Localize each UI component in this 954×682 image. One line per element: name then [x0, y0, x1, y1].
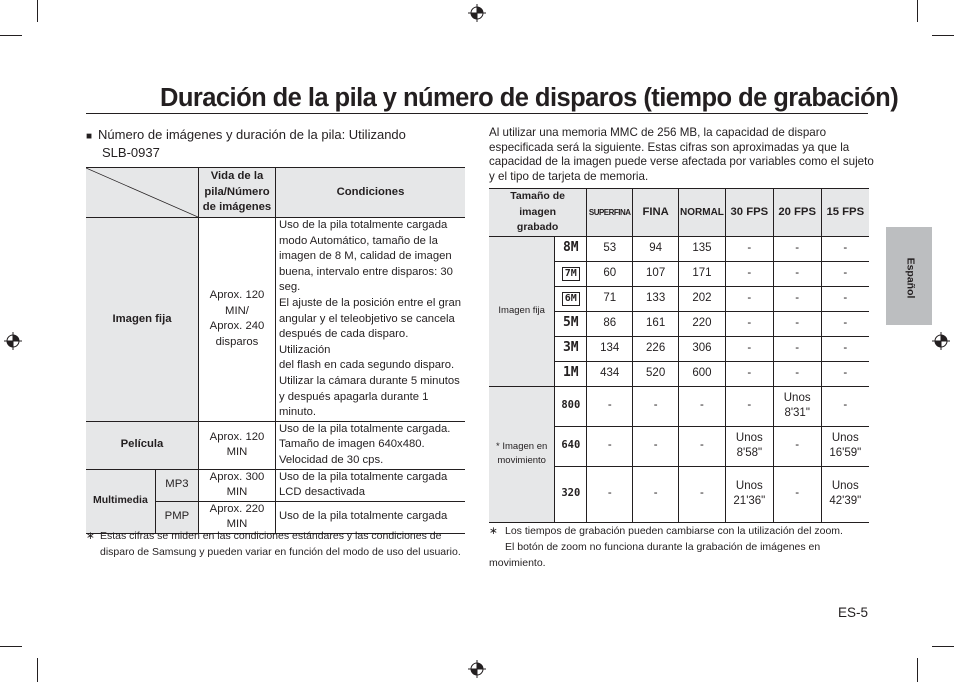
diagonal-line: [86, 168, 198, 217]
condition-line: Tamaño de imagen 640x480.: [278, 438, 425, 451]
size-icon-text: 7M: [562, 267, 580, 281]
asterisk-icon: ∗: [86, 530, 95, 542]
condition-line: buena, intervalo entre disparos: 30: [278, 265, 453, 278]
language-tab-label: Español: [904, 257, 917, 299]
size-8m-icon: [555, 236, 587, 261]
header-15fps: 15 FPS: [821, 189, 869, 237]
right-note: [489, 523, 874, 571]
condition-line: Uso de la pila totalmente cargada.: [278, 422, 451, 435]
header-text: pila/Número: [204, 185, 270, 198]
cell: -: [821, 311, 869, 336]
registration-mark-icon: [468, 4, 486, 22]
cell: -: [725, 386, 773, 426]
cell-line: 8'58": [736, 447, 763, 460]
crop-mark: [917, 658, 918, 682]
registration-mark-icon: [4, 332, 22, 350]
intro-text-2: SLB-0937: [102, 145, 160, 160]
cell: 94: [633, 236, 679, 261]
size-320-icon: [555, 466, 587, 522]
sub-label-pmp: PMP: [155, 501, 198, 533]
intro-line: especificada será la siguiente. Estas cifras son aproximadas ya que la: [489, 140, 850, 154]
size-800-icon: [555, 386, 587, 426]
header-text: Tamaño de imagen: [510, 190, 565, 218]
cell: -: [725, 361, 773, 386]
header-text: grabado: [516, 221, 559, 234]
value-line: disparos: [215, 335, 259, 348]
value-still: [199, 218, 276, 422]
cell: -: [773, 426, 821, 466]
condition-line: Uso de la pila totalmente cargada: [278, 470, 448, 483]
value-mp3: [199, 469, 276, 501]
size-icon-text: 3M: [562, 340, 579, 356]
label-line: * Imagen en: [496, 441, 548, 453]
asterisk-icon: ∗: [489, 525, 498, 537]
value-line: Aprox. 220: [209, 502, 265, 515]
cell: [725, 466, 773, 522]
title-rule: [86, 113, 868, 114]
size-icon-text: 8M: [562, 240, 579, 256]
cell: -: [821, 361, 869, 386]
crop-mark: [37, 658, 38, 682]
page-title: Duración de la pila y número de disparos (tiempo de grabación): [160, 84, 899, 112]
cell: 135: [679, 236, 726, 261]
cell: 520: [633, 361, 679, 386]
value-line: MIN/: [225, 304, 249, 317]
condition-line: LCD desactivada: [278, 486, 365, 499]
cell: 226: [633, 336, 679, 361]
conditions-still: [275, 218, 465, 422]
cell: [773, 386, 821, 426]
cell-line: 21'36": [733, 495, 766, 508]
cell: -: [633, 386, 679, 426]
conditions-movie: [275, 421, 465, 469]
note-line: disparo de Samsung y pueden variar en función del modo de uso del usuario.: [100, 546, 461, 558]
cell-line: 8'31": [784, 407, 810, 420]
cell: -: [679, 466, 726, 522]
size-6m-icon: [555, 286, 587, 311]
conditions-mp3: [275, 469, 465, 501]
conditions-pmp: Uso de la pila totalmente cargada: [275, 501, 465, 533]
cell: -: [679, 426, 726, 466]
cell: -: [773, 361, 821, 386]
size-3m-icon: [555, 336, 587, 361]
cell-line: 42'39": [829, 495, 862, 508]
value-line: Aprox. 240: [209, 320, 265, 333]
cell: -: [821, 236, 869, 261]
size-icon-text: 800: [561, 399, 581, 412]
cell: 134: [587, 336, 633, 361]
cell-line: Unos: [735, 431, 763, 444]
battery-table: [86, 167, 465, 534]
cell: 306: [679, 336, 726, 361]
crop-mark: [932, 35, 954, 36]
crop-mark: [37, 0, 38, 22]
header-conditions: Condiciones: [275, 168, 465, 218]
header-fina: FINA: [633, 189, 679, 237]
intro-line: y el tipo de tarjeta de memoria.: [489, 169, 649, 183]
cell-line: Unos: [831, 479, 859, 492]
condition-line: modo Automático, tamaño de la: [278, 234, 438, 247]
left-intro: [86, 127, 466, 161]
left-note: [86, 528, 466, 560]
crop-mark: [932, 646, 954, 647]
size-icon-text: 6M: [562, 292, 580, 306]
header-20fps: 20 FPS: [773, 189, 821, 237]
condition-line: Velocidad de 30 cps.: [278, 453, 384, 466]
intro-line: Al utilizar una memoria MMC de 256 MB, la capacidad de disparo: [489, 126, 827, 139]
condition-line: minuto.: [278, 406, 317, 419]
intro-text: Número de imágenes y duración de la pila: Utilizando: [98, 127, 406, 142]
cell: 434: [587, 361, 633, 386]
size-icon-text: 5M: [562, 315, 579, 331]
movie-label: [489, 386, 555, 522]
header-30fps: 30 FPS: [725, 189, 773, 237]
value-line: Aprox. 120: [209, 430, 265, 443]
cell: -: [725, 336, 773, 361]
cell: [821, 426, 869, 466]
cell: -: [821, 336, 869, 361]
cell: [821, 466, 869, 522]
registration-mark-icon: [468, 660, 486, 678]
condition-line: El ajuste de la posición entre el gran: [278, 296, 462, 309]
cell: 71: [587, 286, 633, 311]
row-label-movie: Película: [86, 421, 199, 469]
value-line: MIN: [226, 518, 248, 531]
cell: 161: [633, 311, 679, 336]
cell: -: [773, 466, 821, 522]
size-5m-icon: [555, 311, 587, 336]
diagonal-header-cell: [86, 168, 199, 218]
value-movie: [199, 421, 276, 469]
condition-line: imagen de 8 M, calidad de imagen: [278, 250, 452, 263]
size-7m-icon: [555, 261, 587, 286]
size-640-icon: [555, 426, 587, 466]
label-line: movimiento: [497, 455, 546, 467]
note-line: El botón de zoom no funciona durante la grabación de imágenes en movimiento.: [489, 541, 821, 569]
cell: 220: [679, 311, 726, 336]
cell: -: [773, 261, 821, 286]
cell: -: [633, 426, 679, 466]
cell: -: [725, 311, 773, 336]
cell: -: [633, 466, 679, 522]
cell: -: [821, 286, 869, 311]
header-battery-life: [199, 168, 276, 218]
condition-line: del flash en cada segundo disparo.: [278, 359, 455, 372]
cell: 133: [633, 286, 679, 311]
cell: -: [587, 466, 633, 522]
bullet-icon: ■: [86, 131, 93, 142]
cell-line: Unos: [735, 479, 763, 492]
row-label-still: Imagen fija: [86, 218, 199, 422]
note-line: Estas cifras se miden en las condiciones estándares y las condiciones de: [100, 530, 442, 542]
cell: 600: [679, 361, 726, 386]
header-normal: NORMAL: [679, 189, 726, 237]
cell: 86: [587, 311, 633, 336]
condition-line: seg.: [278, 281, 301, 294]
cell: [725, 426, 773, 466]
cell: 202: [679, 286, 726, 311]
header-text: de imágenes: [202, 201, 272, 214]
condition-line: angular y el teleobjetivo se cancela: [278, 312, 455, 325]
page-number: ES-5: [838, 605, 869, 620]
size-icon-text: 640: [561, 439, 581, 452]
cell-line: Unos: [831, 431, 859, 444]
condition-line: Uso de la pila totalmente cargada: [278, 219, 448, 231]
cell: -: [773, 236, 821, 261]
condition-line: y después apagarla durante 1: [278, 390, 429, 403]
capacity-table: [489, 188, 869, 523]
cell: 171: [679, 261, 726, 286]
registration-mark-icon: [932, 332, 950, 350]
cell: -: [773, 336, 821, 361]
cell: -: [821, 386, 869, 426]
cell: 107: [633, 261, 679, 286]
header-superfina: SUPERFINA: [587, 189, 633, 237]
cell-line: 16'59": [829, 447, 862, 460]
crop-mark: [0, 35, 22, 36]
cell: -: [679, 386, 726, 426]
header-text: Vida de la: [210, 170, 264, 183]
cell: 53: [587, 236, 633, 261]
cell-line: Unos: [783, 391, 811, 404]
right-intro: [489, 126, 874, 184]
still-image-label: Imagen fija: [489, 236, 555, 386]
cell: -: [773, 311, 821, 336]
condition-line: Utilizar la cámara durante 5 minutos: [278, 374, 460, 387]
cell: 60: [587, 261, 633, 286]
crop-mark: [0, 646, 22, 647]
value-line: Aprox. 300: [209, 470, 265, 483]
cell: -: [725, 236, 773, 261]
note-line: Los tiempos de grabación pueden cambiarse con la utilización del zoom.: [505, 525, 843, 537]
cell: -: [821, 261, 869, 286]
header-size: [489, 189, 587, 237]
value-line: MIN: [226, 486, 248, 499]
crop-mark: [917, 0, 918, 22]
value-line: Aprox. 120: [209, 289, 265, 302]
value-line: MIN: [226, 446, 248, 459]
cell: -: [587, 426, 633, 466]
language-tab: [886, 227, 932, 325]
size-1m-icon: [555, 361, 587, 386]
size-icon-text: 1M: [562, 365, 579, 381]
cell: -: [725, 286, 773, 311]
cell: -: [773, 286, 821, 311]
size-icon-text: 320: [561, 487, 581, 500]
sub-label-mp3: MP3: [155, 469, 198, 501]
row-label-multimedia: Multimedia: [86, 469, 155, 533]
condition-line: después de cada disparo. Utilización: [278, 328, 409, 356]
cell: -: [587, 386, 633, 426]
intro-line: capacidad de la imagen puede verse afectada por variables como el sujeto: [489, 155, 874, 169]
cell: -: [725, 261, 773, 286]
